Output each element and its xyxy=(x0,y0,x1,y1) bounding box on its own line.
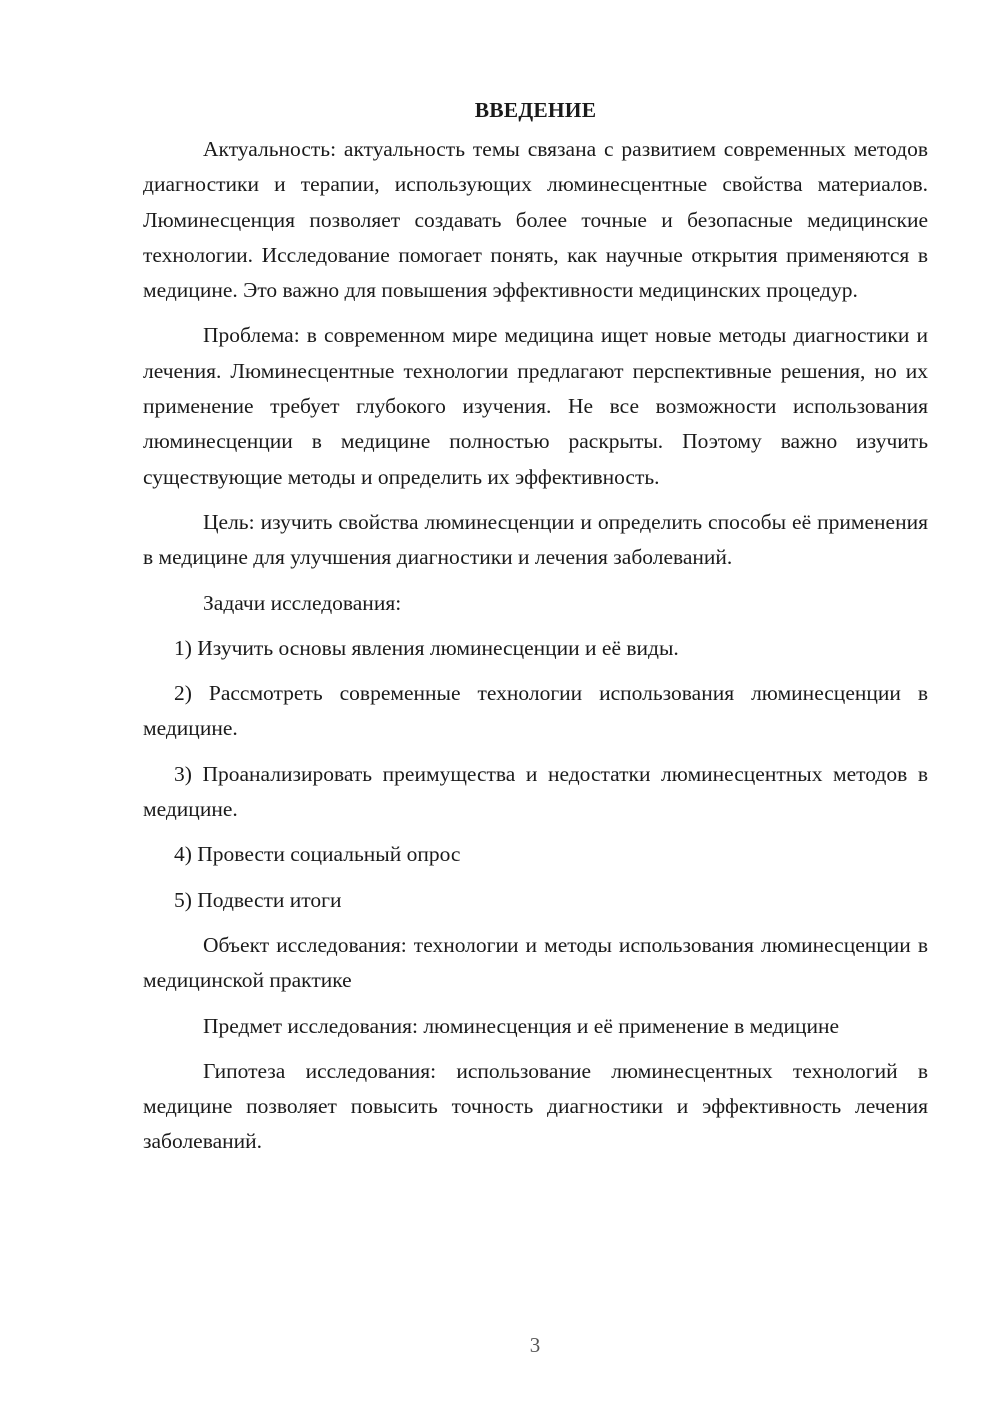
page-content xyxy=(143,93,928,1160)
paragraph-tasks-heading: Задачи исследования: xyxy=(203,590,402,615)
task-item-2: 2) Рассмотреть современные технологии использования люминесценции в медицине. xyxy=(143,681,928,741)
paragraph-goal: Цель: изучить свойства люминесценции и определить способы её применения в медицине для улучшения диагностики и лечения заболеваний. xyxy=(143,509,928,570)
task-item-1: 1) Изучить основы явления люминесценции и её виды. xyxy=(174,635,679,660)
section-title: ВВЕДЕНИЕ xyxy=(474,98,597,122)
task-item-4: 4) Провести социальный опрос xyxy=(174,842,461,867)
paragraph-subject: Предмет исследования: люминесценция и её применение в медицине xyxy=(203,1013,840,1038)
task-item-3: 3) Проанализировать преимущества и недостатки люминесцентных методов в медицине. xyxy=(143,761,928,822)
paragraph-relevance: Актуальность: актуальность темы связана с развитием современных методов диагностики и терапии, использующих люминесцентные свойства материалов. Люминесценция позволяет создавать более точные и безопасные медицинские технологии. Исследование помогает понять, как научные открытия применяются в медицине. Это важно для повышения эффективности медицинских процедур. xyxy=(143,137,928,303)
paragraph-problem: Проблема: в современном мире медицина ищет новые методы диагностики и лечения. Люминесцентные технологии предлагают перспективные решения, но их применение требует глубокого изучения. Не все возможности использования люминесценции в медицине полностью раскрыты. Поэтому важно изучить существующие методы и определить их эффективность. xyxy=(143,323,928,489)
page-number: 3 xyxy=(529,1333,541,1357)
paragraph-hypothesis: Гипотеза исследования: использование люминесцентных технологий в медицине позволяет повысить точность диагностики и эффективность лечения заболеваний. xyxy=(143,1058,928,1154)
paragraph-object: Объект исследования: технологии и методы использования люминесценции в медицинской практике xyxy=(143,932,928,993)
task-item-5: 5) Подвести итоги xyxy=(174,887,342,912)
